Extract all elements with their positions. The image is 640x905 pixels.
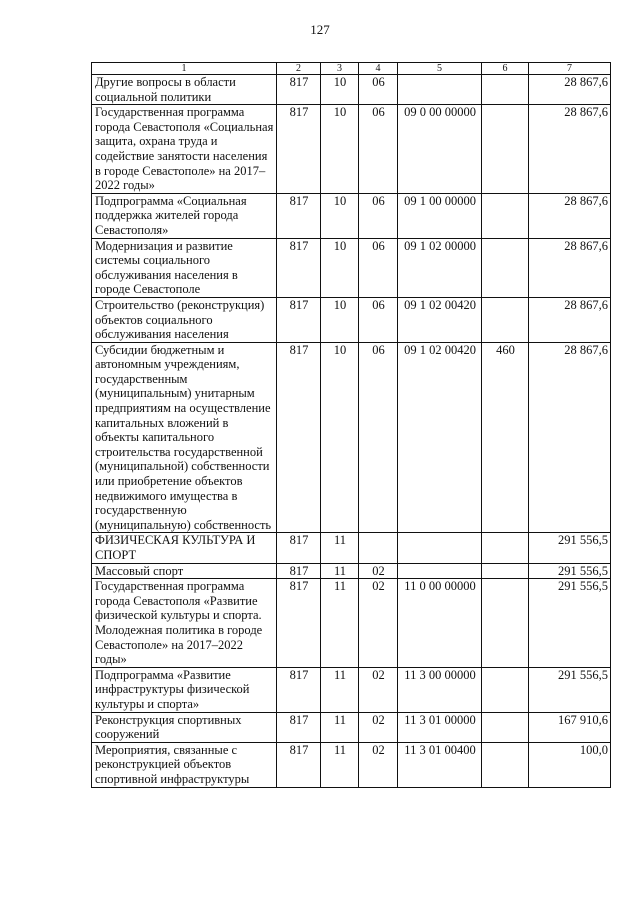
- amount-cell: 28 867,6: [529, 238, 611, 297]
- header-cell: 2: [277, 63, 321, 75]
- header-cell: 6: [482, 63, 529, 75]
- section-code-cell: 10: [321, 193, 359, 238]
- target-article-cell: 11 0 00 00000: [398, 579, 482, 668]
- table-row: [92, 297, 611, 342]
- table-row: [92, 238, 611, 297]
- row-name-cell: Модернизация и развитие системы социального обслуживания населения в городе Севастополе: [92, 238, 277, 297]
- table-row: [92, 193, 611, 238]
- table-row: [92, 105, 611, 194]
- target-article-cell: [398, 533, 482, 563]
- subsection-code-cell: 06: [359, 193, 398, 238]
- expense-type-cell: [482, 297, 529, 342]
- expense-type-cell: [482, 238, 529, 297]
- expense-type-cell: [482, 193, 529, 238]
- amount-cell: 291 556,5: [529, 563, 611, 579]
- table-row: [92, 579, 611, 668]
- page-number: 127: [310, 22, 330, 37]
- expense-type-cell: 460: [482, 342, 529, 533]
- amount-cell: 28 867,6: [529, 105, 611, 194]
- table-row: [92, 563, 611, 579]
- subsection-code-cell: 02: [359, 667, 398, 712]
- ministry-code-cell: 817: [277, 579, 321, 668]
- ministry-code-cell: 817: [277, 533, 321, 563]
- section-code-cell: 10: [321, 105, 359, 194]
- table-row: [92, 533, 611, 563]
- subsection-code-cell: 02: [359, 742, 398, 787]
- target-article-cell: 11 3 01 00000: [398, 712, 482, 742]
- row-name-cell: Подпрограмма «Социальная поддержка жителей города Севастополя»: [92, 193, 277, 238]
- ministry-code-cell: 817: [277, 193, 321, 238]
- amount-cell: 291 556,5: [529, 667, 611, 712]
- section-code-cell: 11: [321, 533, 359, 563]
- ministry-code-cell: 817: [277, 297, 321, 342]
- section-code-cell: 11: [321, 712, 359, 742]
- ministry-code-cell: 817: [277, 712, 321, 742]
- section-code-cell: 10: [321, 297, 359, 342]
- amount-cell: 100,0: [529, 742, 611, 787]
- target-article-cell: 09 0 00 00000: [398, 105, 482, 194]
- ministry-code-cell: 817: [277, 667, 321, 712]
- expense-type-cell: [482, 563, 529, 579]
- header-cell: 1: [92, 63, 277, 75]
- section-code-cell: 10: [321, 238, 359, 297]
- subsection-code-cell: 02: [359, 712, 398, 742]
- table-row: [92, 75, 611, 105]
- table-row: [92, 742, 611, 787]
- section-code-cell: 11: [321, 563, 359, 579]
- subsection-code-cell: 02: [359, 579, 398, 668]
- row-name-cell: Реконструкция спортивных сооружений: [92, 712, 277, 742]
- row-name-cell: Государственная программа города Севастополя «Социальная защита, охрана труда и содействие занятости населения в городе Севастополе» на 2017–2022 годы»: [92, 105, 277, 194]
- section-code-cell: 10: [321, 75, 359, 105]
- section-code-cell: 11: [321, 667, 359, 712]
- amount-cell: 28 867,6: [529, 342, 611, 533]
- target-article-cell: 09 1 02 00420: [398, 297, 482, 342]
- row-name-cell: Субсидии бюджетным и автономным учреждениям, государственным (муниципальным) унитарным предприятиям на осуществление капитальных вложений в объекты капитального строительства государственной (муниципальной) собственности или приобретение объектов недвижимого имущества в государственную (муниципальную) собственность: [92, 342, 277, 533]
- row-name-cell: Другие вопросы в области социальной политики: [92, 75, 277, 105]
- table-row: [92, 667, 611, 712]
- target-article-cell: [398, 563, 482, 579]
- section-code-cell: 11: [321, 579, 359, 668]
- header-cell: 7: [529, 63, 611, 75]
- target-article-cell: 11 3 01 00400: [398, 742, 482, 787]
- row-name-cell: ФИЗИЧЕСКАЯ КУЛЬТУРА И СПОРТ: [92, 533, 277, 563]
- expense-type-cell: [482, 105, 529, 194]
- ministry-code-cell: 817: [277, 342, 321, 533]
- expense-type-cell: [482, 75, 529, 105]
- subsection-code-cell: 06: [359, 238, 398, 297]
- expense-type-cell: [482, 667, 529, 712]
- subsection-code-cell: [359, 533, 398, 563]
- header-cell: 5: [398, 63, 482, 75]
- amount-cell: 28 867,6: [529, 297, 611, 342]
- table-row: [92, 712, 611, 742]
- ministry-code-cell: 817: [277, 75, 321, 105]
- expense-type-cell: [482, 712, 529, 742]
- row-name-cell: Массовый спорт: [92, 563, 277, 579]
- table-header-row: [92, 63, 611, 75]
- target-article-cell: 09 1 02 00420: [398, 342, 482, 533]
- expense-type-cell: [482, 579, 529, 668]
- header-cell: 4: [359, 63, 398, 75]
- amount-cell: 291 556,5: [529, 579, 611, 668]
- amount-cell: 291 556,5: [529, 533, 611, 563]
- ministry-code-cell: 817: [277, 238, 321, 297]
- row-name-cell: Государственная программа города Севастополя «Развитие физической культуры и спорта. Молодежная политика в городе Севастополе» на 2017–2022 годы»: [92, 579, 277, 668]
- amount-cell: 167 910,6: [529, 712, 611, 742]
- target-article-cell: 09 1 02 00000: [398, 238, 482, 297]
- expense-type-cell: [482, 742, 529, 787]
- ministry-code-cell: 817: [277, 105, 321, 194]
- row-name-cell: Подпрограмма «Развитие инфраструктуры физической культуры и спорта»: [92, 667, 277, 712]
- section-code-cell: 10: [321, 342, 359, 533]
- row-name-cell: Строительство (реконструкция) объектов социального обслуживания населения: [92, 297, 277, 342]
- subsection-code-cell: 06: [359, 75, 398, 105]
- row-name-cell: Мероприятия, связанные с реконструкцией объектов спортивной инфраструктуры: [92, 742, 277, 787]
- target-article-cell: 09 1 00 00000: [398, 193, 482, 238]
- ministry-code-cell: 817: [277, 742, 321, 787]
- subsection-code-cell: 06: [359, 105, 398, 194]
- amount-cell: 28 867,6: [529, 75, 611, 105]
- budget-table: [91, 62, 611, 788]
- header-cell: 3: [321, 63, 359, 75]
- subsection-code-cell: 02: [359, 563, 398, 579]
- table-row: [92, 342, 611, 533]
- amount-cell: 28 867,6: [529, 193, 611, 238]
- target-article-cell: [398, 75, 482, 105]
- target-article-cell: 11 3 00 00000: [398, 667, 482, 712]
- ministry-code-cell: 817: [277, 563, 321, 579]
- subsection-code-cell: 06: [359, 342, 398, 533]
- section-code-cell: 11: [321, 742, 359, 787]
- expense-type-cell: [482, 533, 529, 563]
- subsection-code-cell: 06: [359, 297, 398, 342]
